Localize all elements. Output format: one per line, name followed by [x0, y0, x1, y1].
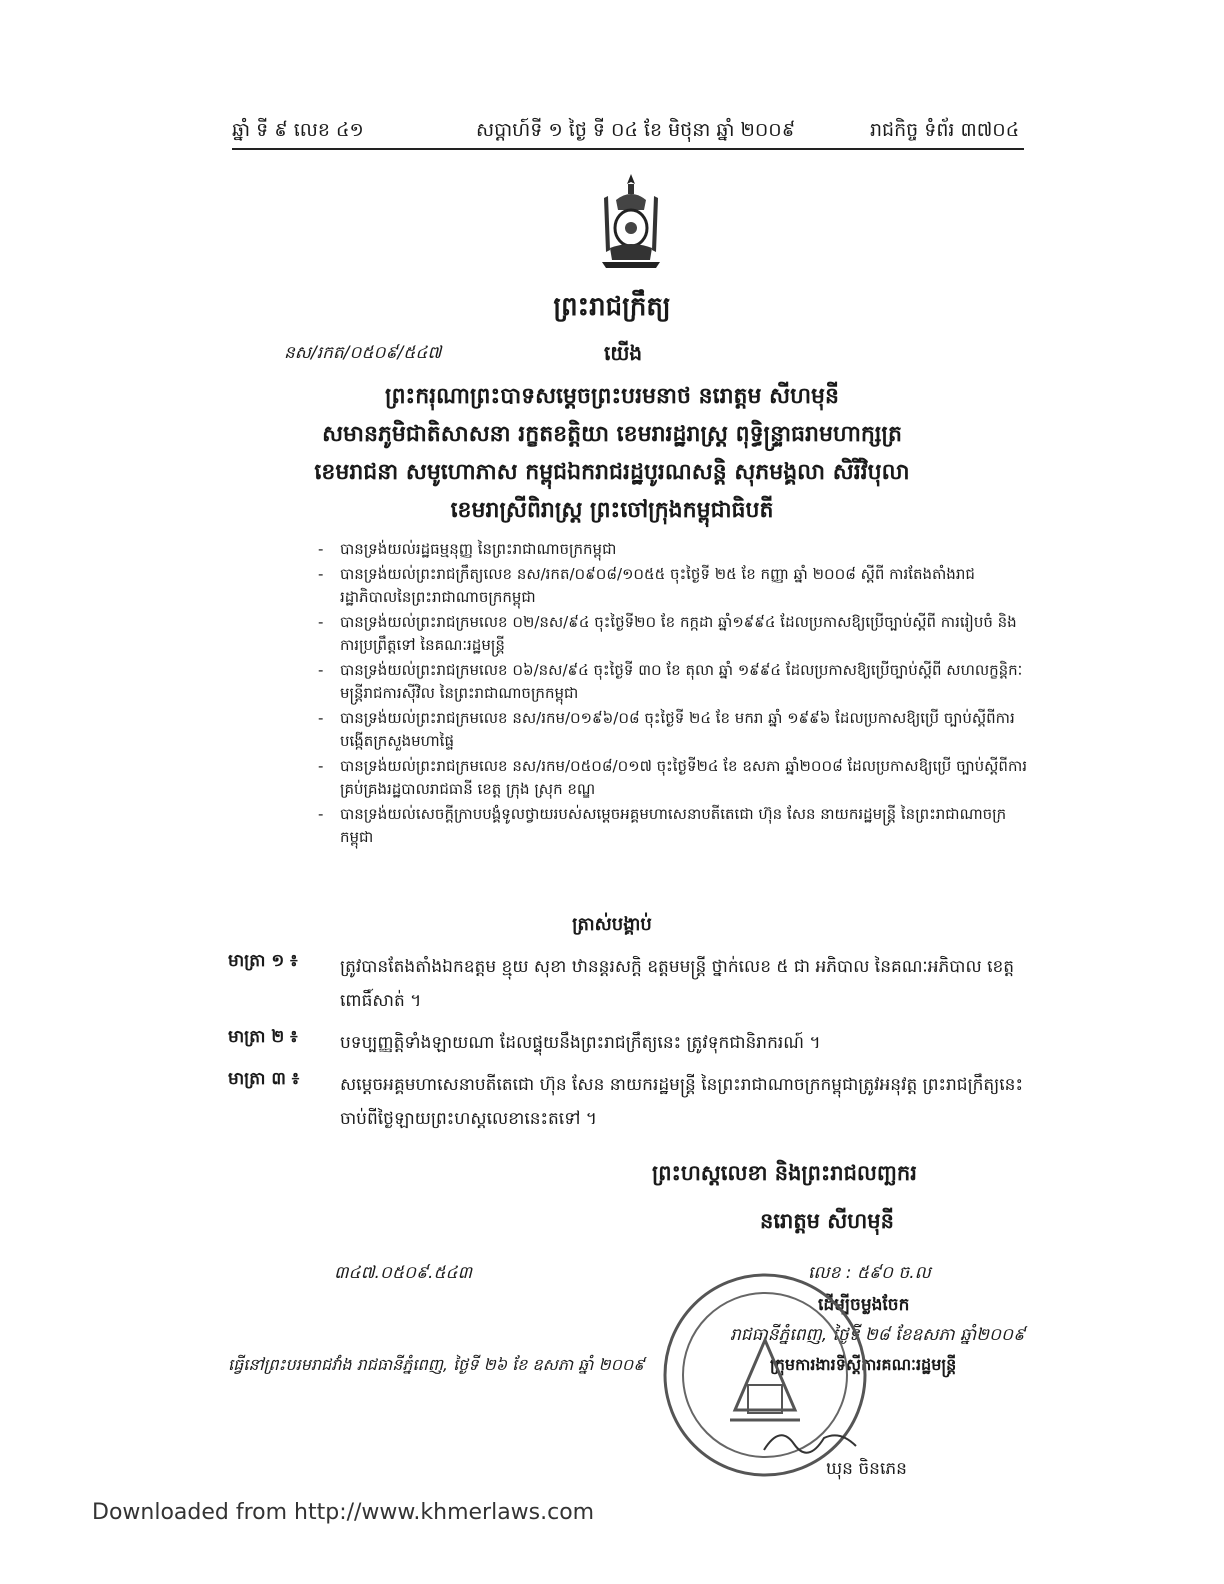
list-item: - បានទ្រង់យល់ព្រះរាជក្រមលេខ ០៦/នស/៩៤ ចុះថ្ងៃទី ៣០ ខែ តុលា ឆ្នាំ ១៩៩៤ ដែលប្រកាសឱ្យប្រើច្បាប់ស្តីពី សហលក្ខន្តិកៈមន្ត្រីរាជការស៊ីវិល នៃព្រះរាជាណាចក្រកម្ពុជា	[318, 659, 1030, 705]
king-title-line-1: ព្រះករុណាព្រះបាទសម្តេចព្រះបរមនាថ នរោត្តម សីហមុនី	[385, 384, 839, 409]
place-and-date: ធ្វើនៅព្រះបរមរាជវាំង រាជធានីភ្នំពេញ, ថ្ងៃទី ២៦ ខែ ឧសភា ឆ្នាំ ២០០៩	[228, 1355, 645, 1374]
we-heading: យើង	[604, 341, 643, 365]
royal-name: នរោត្តម សីហមុនី	[760, 1209, 894, 1233]
article-text: ត្រូវបានតែងតាំងឯកឧត្តម ខ្មុយ សុខា ឋានន្តរសក្តិ ឧត្តមមន្ត្រី ថ្នាក់លេខ ៥ ជា អភិបាល នៃគណៈអភិបាល ខេត្តពោធិ៍សាត់ ។	[340, 957, 1015, 1011]
gazette-page: រាជកិច្ច ទំព័រ ៣៧០៤	[870, 119, 1020, 141]
list-item: - បានទ្រង់យល់ព្រះរាជក្រឹត្យលេខ នស/រកត/០៩០៨/១០៥៥ ចុះថ្ងៃទី ២៥ ខែ កញ្ញា ឆ្នាំ ២០០៨ ស្តីពី ការតែងតាំងរាជរដ្ឋាភិបាលនៃព្រះរាជាណាចក្រកម្ពុជា	[318, 563, 1030, 609]
king-title-line-3: ខេមរាជនា សមូហោភាស កម្ពុជឯករាជរដ្ឋបូរណសន្តិ សុភមង្គលា សិរីវិបុលា	[314, 460, 910, 485]
handwritten-signature-icon	[760, 1420, 860, 1460]
copy-label: ដើម្បីចម្លងចែក	[818, 1295, 910, 1315]
considerations-list	[318, 538, 1030, 851]
list-item: - បានទ្រង់យល់ព្រះរាជក្រមលេខ នស/រកម/០៥០៨/០១៧ ចុះថ្ងៃទី២៤ ខែ ឧសភា ឆ្នាំ២០០៨ ដែលប្រកាសឱ្យប្រើ ច្បាប់ស្តីពីការគ្រប់គ្រងរដ្ឋបាលរាជធានី ខេត្ត ក្រុង ស្រុក ខណ្ឌ	[318, 755, 1030, 801]
list-item: - បានទ្រង់យល់រដ្ឋធម្មនុញ្ញ នៃព្រះរាជាណាចក្រកម្ពុជា	[318, 538, 1030, 561]
header-rule	[232, 148, 1024, 150]
article-label: មាត្រា ២ ៖	[228, 1027, 298, 1047]
gazette-week-date: សប្តាហ៍ទី ១ ថ្ងៃ ទី ០៤ ខែ មិថុនា ឆ្នាំ ២០០៩	[476, 119, 796, 141]
list-item: - បានទ្រង់យល់ព្រះរាជក្រមលេខ នស/រកម/០១៩៦/០៨ ចុះថ្ងៃទី ២៤ ខែ មករា ឆ្នាំ ១៩៩៦ ដែលប្រកាសឱ្យប្រើ ច្បាប់ស្តីពីការបង្កើតក្រសួងមហាផ្ទៃ	[318, 707, 1030, 753]
royal-coat-of-arms-icon	[596, 170, 666, 270]
signer-name: ឃុន ចិនភេន	[826, 1459, 907, 1479]
royal-signature-label: ព្រះហស្តលេខា និងព្រះរាជលញ្ឆករ	[652, 1161, 917, 1185]
gazette-issue: ឆ្នាំ ទី ៩ លេខ ៤១	[232, 119, 364, 141]
king-title-line-2: សមានភូមិជាតិសាសនា រក្ខតខត្តិយា ខេមរារដ្ឋរាស្ត្រ ពុទ្ធិន្ទ្រាធរាមហាក្សត្រ	[322, 422, 902, 447]
article-text: សម្តេចអគ្គមហាសេនាបតីតេជោ ហ៊ុន សែន នាយករដ្ឋមន្ត្រី នៃព្រះរាជាណាចក្រកម្ពុជាត្រូវអនុវត្ត ព្រះរាជក្រឹត្យនេះ ចាប់ពីថ្ងៃឡាយព្រះហស្តលេខានេះតទៅ ។	[340, 1075, 1023, 1129]
article-label: មាត្រា ៣ ៖	[228, 1069, 300, 1089]
list-item: - បានទ្រង់យល់សេចក្តីក្រាបបង្គំទូលថ្វាយរបស់សម្តេចអគ្គមហាសេនាបតីតេជោ ហ៊ុន សែន នាយករដ្ឋមន្ត្រី នៃព្រះរាជាណាចក្រកម្ពុជា	[318, 803, 1030, 849]
article-text: បទប្បញ្ញត្តិទាំងឡាយណា ដែលផ្ទុយនឹងព្រះរាជក្រឹត្យនេះ ត្រូវទុកជានិរាករណ៍ ។	[340, 1033, 821, 1053]
decree-ref-number: នស/រកត/០៥០៩/៥៤៧	[284, 343, 442, 363]
decree-heading: ត្រាស់បង្គាប់	[572, 914, 652, 935]
document-code: ៣៤៧.០៥០៩.៥៤៣	[334, 1263, 473, 1283]
download-source-text: Downloaded from http://www.khmerlaws.com	[92, 1500, 595, 1525]
list-item: - បានទ្រង់យល់ព្រះរាជក្រមលេខ ០២/នស/៩៤ ចុះថ្ងៃទី២០ ខែ កក្កដា ឆ្នាំ១៩៩៤ ដែលប្រកាសឱ្យប្រើច្បាប់ស្តីពី ការរៀបចំ និង ការប្រព្រឹត្តទៅ នៃគណៈរដ្ឋមន្ត្រី	[318, 611, 1030, 657]
king-title-line-4: ខេមរាស្រីពិរាស្ត្រ ព្រះចៅក្រុងកម្ពុជាធិបតី	[450, 498, 774, 523]
issuing-office: ក្រុមការងារទីស្តីការគណៈរដ្ឋមន្ត្រី	[770, 1355, 957, 1374]
article-label: មាត្រា ១ ៖	[228, 951, 298, 971]
decree-title: ព្រះរាជក្រឹត្យ	[553, 292, 671, 322]
copy-date: រាជធានីភ្នំពេញ, ថ្ងៃទី ២៨ ខែឧសភា ឆ្នាំ២០០៩	[730, 1325, 1026, 1345]
copy-number: លេខ : ៥៩០ ច.ល	[808, 1263, 931, 1283]
